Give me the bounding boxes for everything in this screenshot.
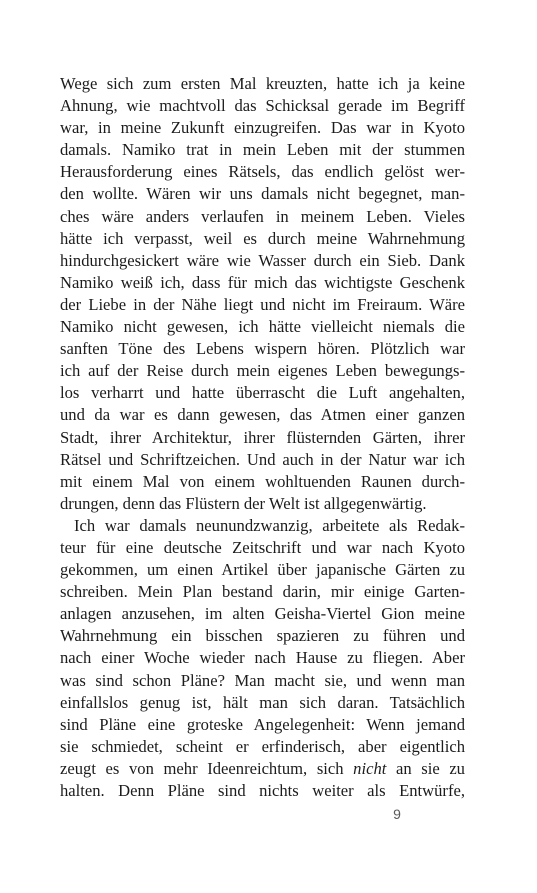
text-line: sind Pläne eine groteske Angelegenheit: Wenn jemand [60, 714, 465, 734]
text-line: hätte ich verpasst, weil es durch meine Wahrnehmung [60, 228, 465, 248]
text-line: war, in meine Zukunft einzugreifen. Das war in Kyoto [60, 118, 465, 138]
text-line: los verharrt und hatte überrascht die Luft angehalten, [60, 383, 465, 403]
text-line: nach einer Woche wieder nach Hause zu fliegen. Aber [60, 648, 465, 668]
text-line: teur für eine deutsche Zeitschrift und war nach Kyoto [60, 537, 465, 557]
text-line: Ahnung, wie machtvoll das Schicksal gerade im Begriff [60, 96, 465, 116]
emphasized-word: nicht [353, 758, 387, 778]
text-line: Wahrnehmung ein bisschen spazieren zu führen und [60, 626, 465, 646]
text-line: schreiben. Mein Plan bestand darin, mir einige Garten- [60, 582, 465, 602]
text-line: hindurchgesickert wäre wie Wasser durch ein Sieb. Dank [60, 250, 465, 270]
text-segment: zeugt es von mehr Ideenreichtum, sich [60, 758, 344, 778]
text-line: einfallslos genug ist, hält man sich daran. Tatsächlich [60, 692, 465, 712]
text-line: gekommen, um einen Artikel über japanische Gärten zu [60, 560, 465, 580]
text-line: Rätsel und Schriftzeichen. Und auch in der Natur war ich [60, 449, 465, 469]
text-line: Namiko weiß ich, dass für mich das wichtigste Geschenk [60, 272, 465, 292]
text-line: sie schmiedet, scheint er erfinderisch, aber eigentlich [60, 736, 465, 756]
text-line: anlagen anzusehen, im alten Geisha-Viertel Gion meine [60, 604, 465, 624]
text-line: Wege sich zum ersten Mal kreuzten, hatte ich ja keine [60, 74, 465, 93]
text-line: sanften Töne des Lebens wispern hören. Plötzlich war [60, 339, 465, 359]
text-line: und da war es dann gewesen, das Atmen einer ganzen [60, 405, 465, 425]
text-line: Ich war damals neunundzwanzig, arbeitete als Redak- [74, 515, 465, 535]
text-line: halten. Denn Pläne sind nichts weiter als Entwürfe, [60, 781, 465, 800]
text-line: Stadt, ihrer Architektur, ihrer flüsternden Gärten, ihrer [60, 427, 465, 447]
text-line: Herausforderung eines Rätsels, das endlich gelöst wer- [60, 162, 465, 182]
text-line: mit einem Mal von einem wohltuenden Raunen durch- [60, 471, 465, 491]
page-number: 9 [393, 806, 401, 822]
text-line: den wollte. Wären wir uns damals nicht begegnet, man- [60, 184, 465, 204]
text-line: damals. Namiko trat in mein Leben mit der stummen [60, 140, 465, 160]
text-line: Namiko nicht gewesen, ich hätte vielleicht niemals die [60, 317, 465, 337]
text-line-with-emphasis [60, 758, 465, 780]
text-line: drungen, denn das Flüstern der Welt ist allgegenwärtig. [60, 493, 427, 513]
text-segment: an sie zu [395, 758, 465, 778]
body-text [60, 73, 465, 802]
text-line: ches wäre anders verlaufen in meinem Leben. Vieles [60, 206, 465, 226]
text-line: was sind schon Pläne? Man macht sie, und wenn man [60, 670, 465, 690]
text-line: ich auf der Reise durch mein eigenes Leben bewegungs- [60, 361, 465, 381]
text-line: der Liebe in der Nähe liegt und nicht im Freiraum. Wäre [60, 294, 465, 314]
